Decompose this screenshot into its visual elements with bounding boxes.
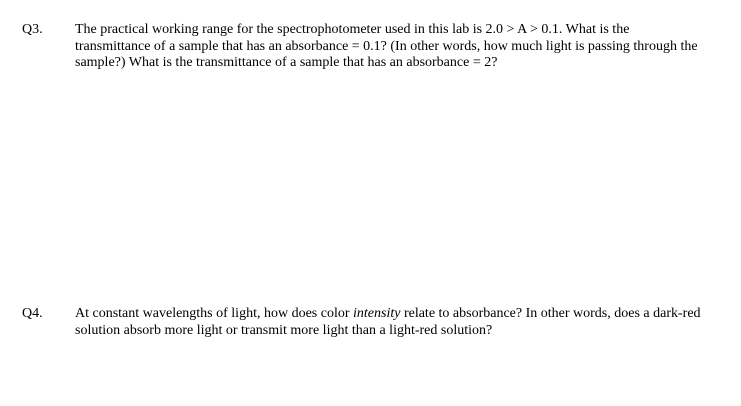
question-number: Q4. (22, 306, 43, 321)
question-text-line: sample?) What is the transmittance of a sample that has an absorbance = 2? (75, 55, 498, 70)
question-text (75, 306, 735, 339)
question-text-segment: relate to absorbance? In other words, does a dark-red (400, 306, 701, 321)
question-text-line: solution absorb more light or transmit more light than a light-red solution? (75, 322, 493, 338)
question-number: Q3. (22, 22, 43, 37)
question-text (75, 22, 735, 72)
question-text-segment: At constant wavelengths of light, how does color (75, 306, 354, 321)
question-text-line: transmittance of a sample that has an absorbance = 0.1? (In other words, how much light is passing through the (75, 38, 698, 54)
emphasized-word: intensity (353, 306, 401, 321)
question-text-line (75, 306, 735, 323)
question-text-line: The practical working range for the spectrophotometer used in this lab is 2.0 > A > 0.1. What is the (75, 22, 630, 37)
